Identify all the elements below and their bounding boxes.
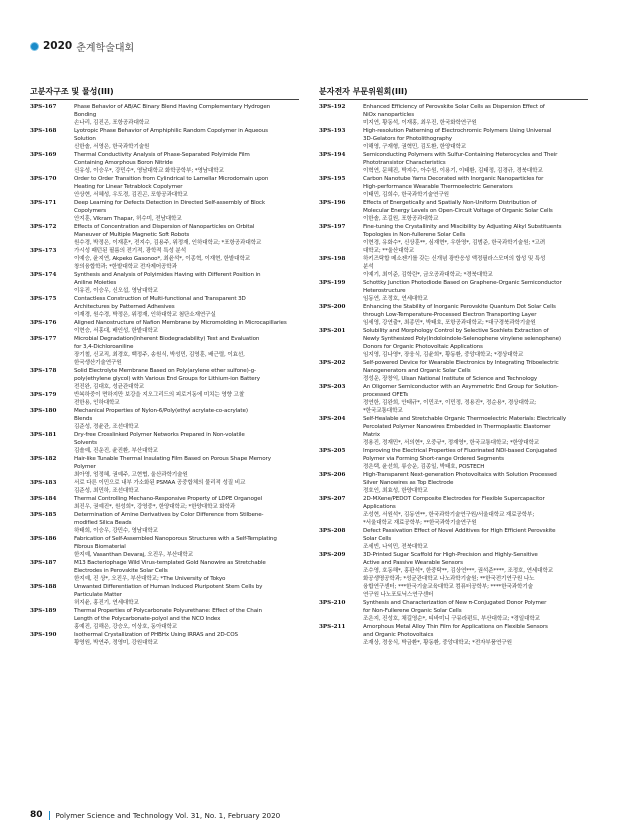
entry-authors: 하태희, 이승우, 강민수, 영남대학교 — [74, 528, 158, 534]
list-item — [319, 279, 588, 303]
entry-body — [363, 527, 588, 551]
entry-body — [74, 151, 299, 175]
poster-code: 3PS-198 — [319, 256, 346, 262]
section-title: 분자전자 부문위원회(III) — [319, 86, 588, 100]
poster-code: 3PS-203 — [319, 384, 346, 390]
poster-code: 3PS-176 — [30, 320, 57, 326]
entry-authors: 정은택, 윤선희, 류승운, 김종일, 박태호, POSTECH — [363, 464, 485, 470]
poster-code: 3PS-174 — [30, 272, 57, 278]
entry-authors: 미지연, 황동석, 이재홍, 최우진, 한국화학연구원 — [363, 120, 477, 126]
entry-body — [363, 551, 588, 599]
entry-authors: 이현승, 서홍대, 배인성, 한밭대학교 — [74, 328, 158, 334]
list-item — [319, 415, 588, 447]
entry-title: Solubility and Morphology Control by Selective Soxhlets Extraction of Newly Synthesized Poly(Indoloindole-Selenophene vinylene selenophene) Donors for Organic Photovoltaic Applications — [363, 328, 561, 350]
entry-authors: 전진완, 김대호, 성균관대학교 — [74, 384, 145, 390]
list-item — [319, 599, 588, 623]
entry-body — [74, 367, 299, 391]
list-item — [319, 199, 588, 223]
poster-code: 3PS-182 — [30, 456, 57, 462]
list-item — [30, 223, 299, 247]
poster-code: 3PS-179 — [30, 392, 57, 398]
list-item — [30, 391, 299, 407]
left-column — [30, 86, 299, 647]
list-item — [30, 535, 299, 559]
poster-code: 3PS-206 — [319, 472, 346, 478]
entry-authors: 조성현, 서원석*, 김동연**, 한국과학기술연구원/서울대학교 재료공학부; *서울대학교 재료공학부; **한국과학기술연구원 — [363, 512, 535, 526]
poster-code: 3PS-201 — [319, 328, 346, 334]
entry-authors: 신유성, 이승우*, 강민수*, 영남대학교 화학공학부; *영남대학교 — [74, 168, 224, 174]
poster-code: 3PS-175 — [30, 296, 57, 302]
entry-authors: 정호인, 최효성, 한양대학교 — [363, 488, 428, 494]
entry-authors: 정연한, 김완희, 안태규*, 이민조*, 이민정, 정용진*, 정순용*, 경상대학교; *한국교통대학교 — [363, 400, 537, 414]
entry-body — [74, 247, 299, 271]
poster-code: 3PS-196 — [319, 200, 346, 206]
list-item — [30, 127, 299, 151]
list-item — [319, 527, 588, 551]
entry-body — [363, 279, 588, 303]
entry-body — [363, 151, 588, 175]
entry-title: Semiconducting Polymers with Sulfur-Containing Heterocycles and Their Phototransistor Characteristics — [363, 152, 558, 166]
entry-body — [74, 559, 299, 583]
entry-body — [363, 495, 588, 527]
list-item — [30, 511, 299, 535]
entry-title: Thermal Controlling Mechano-Responsive Property of LDPE Organogel — [74, 496, 262, 502]
entry-authors: 안지훈, Vikram Thapar, 허수미, 전남대학교 — [74, 216, 182, 222]
list-item — [30, 335, 299, 367]
entry-title: Mechanical Properties of Nylon-6/Poly(ethyl acrylate-co-acrylate) Blends — [74, 408, 248, 422]
entry-body — [74, 455, 299, 479]
list-item — [30, 271, 299, 295]
entry-body — [363, 327, 588, 359]
list-item — [30, 495, 299, 511]
page-footer — [30, 810, 280, 820]
page-header — [30, 38, 134, 54]
entry-authors: 조세빈, 나익민, 전북대학교 — [363, 544, 428, 550]
entry-title: 2D-MXene/PEDOT Composite Electrodes for Flexible Supercapacitor Applications — [363, 496, 545, 510]
poster-code: 3PS-205 — [319, 448, 346, 454]
poster-code: 3PS-211 — [319, 624, 346, 630]
entry-authors: 안상현, 서혜성, 우도경, 김진곤, 포항공과대학교 — [74, 192, 188, 198]
entry-title: Improving the Electrical Properties of Fluorinated NDI-based Conjugated Polymer via Forming Short-range Ordered Segments — [363, 448, 557, 462]
entry-authors: 최아영, 엄정혜, 권예주, 고현협, 울산과학기술원 — [74, 472, 188, 478]
entry-body — [74, 607, 299, 631]
poster-code: 3PS-187 — [30, 560, 57, 566]
entry-authors: 이유진, 이승우, 신오섭, 영남대학교 — [74, 288, 158, 294]
entry-list — [319, 103, 588, 647]
entry-body — [363, 199, 588, 223]
list-item — [30, 431, 299, 455]
poster-code: 3PS-177 — [30, 336, 57, 342]
list-item — [30, 479, 299, 495]
entry-body — [74, 479, 299, 495]
entry-body — [74, 511, 299, 535]
poster-code: 3PS-170 — [30, 176, 57, 182]
section-title: 고분자구조 및 물성(III) — [30, 86, 299, 100]
entry-list — [30, 103, 299, 647]
poster-code: 3PS-183 — [30, 480, 57, 486]
entry-body — [363, 127, 588, 151]
entry-title: Effects of Concentration and Dispersion of Nanoparticles on Orbital Maneuver of Multiple Magnetic Soft Robots — [74, 224, 255, 238]
entry-title: Contactless Construction of Multi-functional and Transparent 3D Architectures by Patterned Adhesives — [74, 296, 246, 310]
list-item — [30, 583, 299, 607]
entry-authors: 전한용, 인하대학교 — [74, 400, 120, 406]
entry-title: Deep Learning for Defects Detection in Directed Self-assembly of Block Copolymers — [74, 200, 265, 214]
poster-code: 3PS-204 — [319, 416, 346, 422]
entry-body — [363, 103, 588, 127]
entry-body — [74, 127, 299, 151]
entry-body — [74, 631, 299, 647]
poster-code: 3PS-192 — [319, 104, 346, 110]
list-item — [319, 303, 588, 327]
entry-authors: 김준성, 정윤관, 조선대학교 — [74, 424, 139, 430]
poster-code: 3PS-208 — [319, 528, 346, 534]
entry-title: 반복하중이 면하지만 보강을 지오그리드의 피로거동에 미치는 영향 고찰 — [74, 392, 245, 398]
poster-code: 3PS-167 — [30, 104, 57, 110]
poster-code: 3PS-195 — [319, 176, 346, 182]
entry-body — [74, 295, 299, 319]
entry-authors: 임지영, 김나영*, 장웅식, 김윤희*, 황동환, 중앙대학교; *경상대학교 — [363, 352, 524, 358]
poster-code: 3PS-193 — [319, 128, 346, 134]
header-year: 2020 — [43, 40, 73, 52]
entry-body — [74, 319, 299, 335]
poster-code: 3PS-188 — [30, 584, 57, 590]
entry-title: Aligned Nanostructure of Nafion Membrane by Micromolding in Microcapillaries — [74, 320, 287, 326]
entry-authors: 홍예진, 김해은, 강승오, 이상호, 동아대학교 — [74, 624, 178, 630]
poster-code: 3PS-190 — [30, 632, 57, 638]
poster-code: 3PS-173 — [30, 248, 57, 254]
poster-code: 3PS-197 — [319, 224, 346, 230]
right-column — [319, 86, 588, 647]
journal-citation: Polymer Science and Technology Vol. 31, No. 1, February 2020 — [55, 810, 281, 820]
entry-title: Isothermal Crystallization of PHBHx Using IRRAS and 2D-COS — [74, 632, 238, 638]
entry-authors: 이현경, 유화수*, 신상훈**, 심재현*, 우한영*, 김범준, 한국과학기술원; *고려 대학교; **울산대학교 — [363, 240, 546, 254]
entry-title: 하키즈탁합 메소젠기를 갖는 신개념 광반응성 액정필라스모머의 합성 및 특성 분석 — [363, 256, 546, 270]
list-item — [319, 103, 588, 127]
circle-bullet-icon — [30, 42, 39, 51]
poster-code: 3PS-209 — [319, 552, 346, 558]
entry-authors: 이재경, 원수경, 박정은, 위정재, 인하대학교 첨단소재연구실 — [74, 312, 216, 318]
entry-authors: 이한솔, 조길원, 포항공과대학교 — [363, 216, 439, 222]
entry-authors: 이해영, 구재형, 권혁민, 김도환, 한양대학교 — [363, 144, 467, 150]
list-item — [319, 359, 588, 383]
entry-title: Unwanted Differentiation of Human Induced Pluripotent Stem Cells by Particulate Matter — [74, 584, 263, 598]
poster-code: 3PS-184 — [30, 496, 57, 502]
poster-code: 3PS-194 — [319, 152, 346, 158]
entry-authors: 이예승, 윤지연, Akpeko Gasonoo*, 최윤석*, 이종혁, 이재현, 한밭대학교 창의융합학과; *한밭대학교 전자제어공학과 — [74, 256, 251, 270]
list-item — [30, 319, 299, 335]
list-item — [30, 407, 299, 431]
entry-title: Thermal Properties of Polycarbonate Polyurethane: Effect of the Chain Length of the Polycarbonate-polyol and the NCO Index — [74, 608, 262, 622]
list-item — [30, 631, 299, 647]
entry-body — [363, 255, 588, 279]
entry-body — [74, 583, 299, 607]
entry-authors: 김준성, 최민하, 조선대학교 — [74, 488, 139, 494]
entry-body — [74, 175, 299, 199]
poster-code: 3PS-178 — [30, 368, 57, 374]
poster-code: 3PS-169 — [30, 152, 57, 158]
list-item — [319, 551, 588, 599]
poster-code: 3PS-168 — [30, 128, 57, 134]
entry-title: 가시성 패턴된 필름의 전기적, 광학적 특성 분석 — [74, 248, 186, 254]
entry-title: High-resolution Patterning of Electrochromic Polymers Using Universal 3D-Gelators for Photolithography — [363, 128, 552, 142]
entry-body — [74, 335, 299, 367]
entry-title: Synthesis and Characterization of New π-Conjugated Donor Polymer for Non-Fullerene Organic Solar Cells — [363, 600, 547, 614]
entry-body — [74, 495, 299, 511]
poster-code: 3PS-185 — [30, 512, 57, 518]
entry-body — [363, 223, 588, 255]
entry-title: Order to Order Transition from Cylindrical to Lamellar Microdomain upon Heating for Linear Tetrablock Copolymer — [74, 176, 269, 190]
entry-title: Microbial Degradation(Inherent Biodegradability) Test and Evaluation for 3,4-Dichloroaniline — [74, 336, 260, 350]
list-item — [319, 175, 588, 199]
list-item — [319, 495, 588, 527]
entry-authors: 임세영, 강연출*, 최종민*, 박태호, 포항공과대학교; *대구경북과학기술원 — [363, 320, 536, 326]
entry-body — [363, 599, 588, 623]
list-item — [30, 151, 299, 175]
entry-authors: 조수영, 호동해*, 홍판석*, 한중탁**, 김상연***, 권석준****, 조정호, 연세대학교 화공생명공학과; *성균관대학교 나노과학기술원; **한국전기연구원 나노 융합연구센터; ***한국기술교육대학교 컴퓨터공학부; ****한국과학기술 연구원 나노포토닉스연구센터 — [363, 568, 554, 598]
entry-body — [363, 471, 588, 495]
entry-body — [363, 415, 588, 447]
entry-authors: 신한솔, 서영은, 한국과학기술원 — [74, 144, 150, 150]
entry-body — [363, 175, 588, 199]
poster-code: 3PS-172 — [30, 224, 57, 230]
list-item — [30, 247, 299, 271]
entry-body — [74, 199, 299, 223]
list-item — [319, 623, 588, 647]
entry-title: Dry-free Crosslinked Polymer Networks Prepared in Non-volatile Solvents — [74, 432, 245, 446]
entry-title: Solid Electrolyte Membrane Based on Poly(arylene ether sulfone)-g- poly(ethylene glycol) with Various End Groups for Lithium-ion Battery — [74, 368, 260, 382]
entry-body — [363, 359, 588, 383]
entry-title: Defect Passivation Effect of Novel Additives for High Efficient Perovskite Solar Cells — [363, 528, 556, 542]
list-item — [30, 295, 299, 319]
list-item — [30, 175, 299, 199]
list-item — [319, 255, 588, 279]
list-item — [30, 607, 299, 631]
entry-authors: 장기철, 신교직, 최경호, 백정주, 송원식, 박성민, 김영훈, 배근렬, 이효선, 한국생산기술연구원 — [74, 352, 245, 366]
list-item — [30, 455, 299, 479]
entry-authors: 정성운, 장창익, Ulsan National Institute of Science and Technology — [363, 376, 538, 382]
entry-authors: 김솔예, 진운진, 윤진환, 부산대학교 — [74, 448, 158, 454]
poster-code: 3PS-180 — [30, 408, 57, 414]
poster-code: 3PS-210 — [319, 600, 346, 606]
entry-authors: 황영원, 박연주, 정영미, 강원대학교 — [74, 640, 158, 646]
entry-authors: 손나리, 김진곤, 포항공과대학교 — [74, 120, 150, 126]
entry-authors: 원수경, 박정은, 이재훈*, 전지수, 김용주, 위정재, 인하대학교; *포항공과대학교 — [74, 240, 262, 246]
entry-body — [74, 535, 299, 559]
entry-authors: 이혁연, 문혜진, 박지수, 아수원, 이용기, 이태환, 김태정, 김경규, 경북대학교 — [363, 168, 543, 174]
list-item — [30, 199, 299, 223]
entry-authors: 임동연, 조정호, 연세대학교 — [363, 296, 428, 302]
entry-body — [363, 447, 588, 471]
entry-title: An Oligomer Semiconductor with an Asymmetric End Group for Solution- processed OFETs — [363, 384, 559, 398]
list-item — [319, 327, 588, 359]
entry-authors: 조은지, 진성호, 채길영순*, 티바미니 구뮤라펀트, 부산대학교; *경일대학교 — [363, 616, 540, 622]
entry-title: Carbon Nanotube Yarns Decorated with Inorganic Nanoparticles for High-performance Wearable Thermoelectric Generators — [363, 176, 544, 190]
poster-code: 3PS-171 — [30, 200, 57, 206]
poster-code: 3PS-202 — [319, 360, 346, 366]
entry-title: Amorphous Metal Alloy Thin Film for Applications on Flexible Sensors and Organic Photovoltaics — [363, 624, 548, 638]
entry-title: Lyotropic Phase Behavior of Amphiphilic Random Copolymer in Aqueous Solution — [74, 128, 268, 142]
entry-authors: 한지예, Vasanthan Devaraj, 오진우, 부산대학교 — [74, 552, 193, 558]
divider — [49, 811, 50, 820]
list-item — [319, 151, 588, 175]
entry-authors: 조재상, 정웅식, 박금환*, 황동환, 중앙대학교; *전자부품연구원 — [363, 640, 512, 646]
entry-title: M13 Bacteriophage Wild Virus-templated Gold Nanowire as Stretchable Electrodes in Perovskite Solar Cells — [74, 560, 266, 574]
entry-title: Self-Healable and Stretchable Organic Thermoelectric Materials: Electrically Percolated Polymer Nanowires Embedded in Thermoplastic Elastomer Matrix — [363, 416, 567, 438]
entry-authors: 허지윤, 홍진기, 연세대학교 — [74, 600, 139, 606]
entry-title: Thermal Conductivity Analysis of Phase-Separated Polyimide Film Containing Amorphous Boron Nitride — [74, 152, 250, 166]
list-item — [30, 559, 299, 583]
header-conference: 춘계학술대회 — [76, 42, 135, 54]
entry-title: Self-powered Device for Wearable Electronics by Integrating Triboelectric Nanogenerators and Organic Solar Cells — [363, 360, 559, 374]
entry-authors: 정용진, 정재민*, 서의현*, 오중규*, 정재영*, 한국교통대학교; *한양대학교 — [363, 440, 540, 446]
entry-body — [74, 103, 299, 127]
entry-body — [363, 303, 588, 327]
entry-body — [74, 391, 299, 407]
entry-title: Hair-like Tunable Thermal Insulating Film Based on Porous Shape Memory Polymer — [74, 456, 271, 470]
entry-title: 3D-Printed Sugar Scaffold for High-Precision and Highly-Sensitive Active and Passive Wearable Sensors — [363, 552, 538, 566]
entry-body — [74, 223, 299, 247]
entry-title: Determination of Amine Derivatives by Color Difference from Stilbene- modified Silica Beads — [74, 512, 264, 526]
page-number: 80 — [30, 810, 43, 820]
entry-title: Fine-tuning the Crystallinity and Miscibility by Adjusting Alkyl Substituents Topologies in Non-fullerene Solar Cells — [363, 224, 562, 238]
entry-title: Phase Behavior of AB/AC Binary Blend Having Complementary Hydrogen Bonding — [74, 104, 271, 118]
entry-authors: 이태민, 김희수, 한국과학기술연구원 — [363, 192, 449, 198]
poster-code: 3PS-186 — [30, 536, 57, 542]
entry-authors: 최진우, 권예진*, 원성희*, 강영중*, 한양대학교; *한양대학교 화학과 — [74, 504, 236, 510]
entry-body — [74, 271, 299, 295]
entry-title: High-Transparent Next-generation Photovoltaics with Solution Processed Silver Nanowires as Top Electrode — [363, 472, 557, 486]
entry-title: 서로 다른 이민으로 내부 가소화된 PSMAA 공중합체의 물리적 성질 비교 — [74, 480, 246, 486]
entry-title: Enhancing the Stability of Inorganic Perovskite Quantum Dot Solar Cells through Low-Temperature-Processed Electron Transporting Layer — [363, 304, 556, 318]
list-item — [30, 103, 299, 127]
entry-authors: 한지예, 진 상*, 오진우, 부산대학교; *The University of Tokyo — [74, 576, 226, 582]
poster-code: 3PS-181 — [30, 432, 57, 438]
list-item — [319, 447, 588, 471]
entry-title: Schottky Junction Photodiode Based on Graphene-Organic Semiconductor Heterostructure — [363, 280, 562, 294]
poster-code: 3PS-200 — [319, 304, 346, 310]
list-item — [30, 367, 299, 391]
list-item — [319, 383, 588, 415]
entry-title: Effects of Energetically and Spatially Non-Uniform Distribution of Molecular Energy Levels on Open-Circuit Voltage of Organic Solar Cells — [363, 200, 553, 214]
entry-body — [74, 431, 299, 455]
entry-authors: 이예기, 최이준, 김학린*, 금오공과대학교; *경북대학교 — [363, 272, 493, 278]
list-item — [319, 127, 588, 151]
entry-title: Enhanced Efficiency of Perovskite Solar Cells as Dispersion Effect of NiOx nanoparticles — [363, 104, 545, 118]
list-item — [319, 471, 588, 495]
entry-body — [74, 407, 299, 431]
poster-code: 3PS-189 — [30, 608, 57, 614]
poster-code: 3PS-207 — [319, 496, 346, 502]
entry-body — [363, 383, 588, 415]
entry-title: Synthesis and Analysis of Polyimides Having with Different Position in Aniline Moieties — [74, 272, 261, 286]
entry-title: Fabrication of Self-Assembled Nanoporous Structures with a Self-Templating Fibrous Biomaterial — [74, 536, 277, 550]
entry-body — [363, 623, 588, 647]
poster-code: 3PS-199 — [319, 280, 346, 286]
list-item — [319, 223, 588, 255]
